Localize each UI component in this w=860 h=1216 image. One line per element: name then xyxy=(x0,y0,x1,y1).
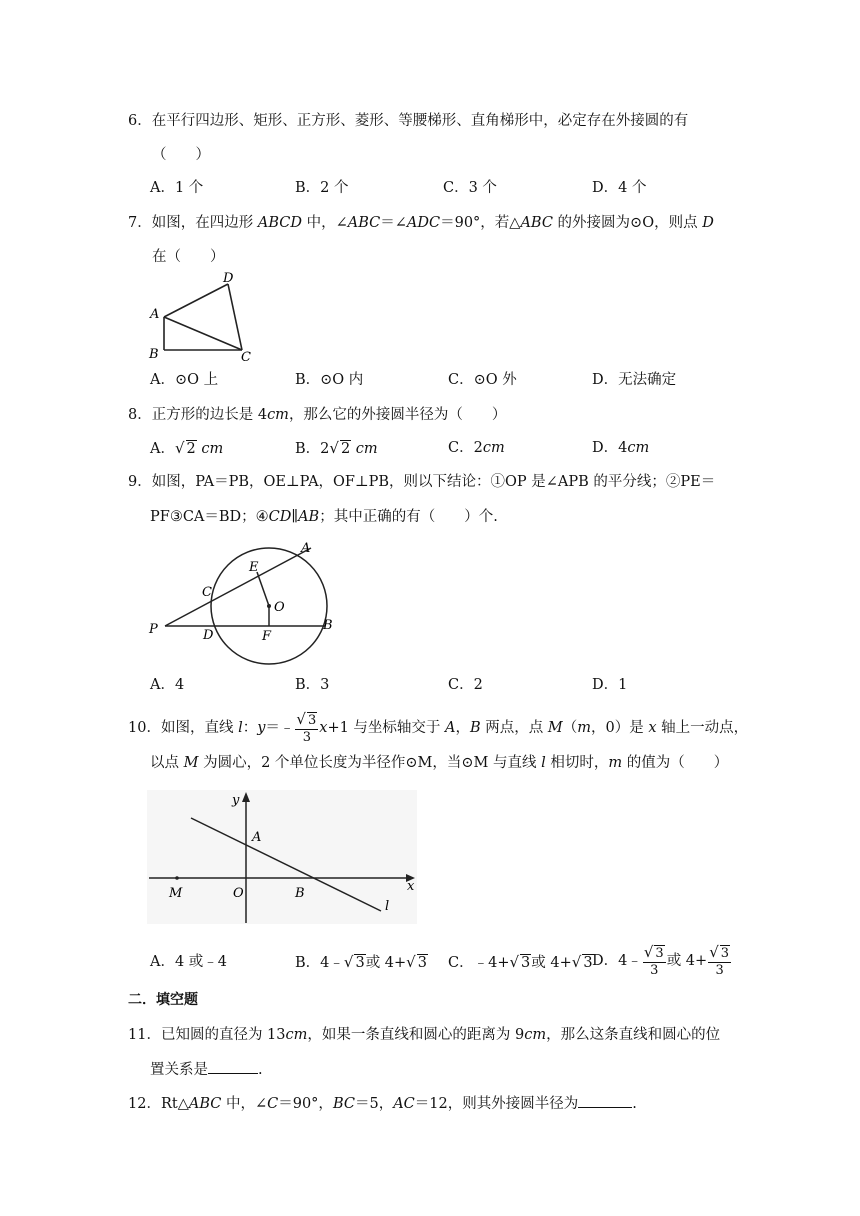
q10-option-c: C．﹣4+√ 3或 4+√ 3 xyxy=(448,953,593,971)
q7-option-d: D．无法确定 xyxy=(592,372,677,388)
q7-option-b: B．⊙O 内 xyxy=(295,372,364,388)
q9-option-b: B．3 xyxy=(295,677,330,693)
q9-circle-figure xyxy=(145,537,345,672)
q8-option-d: D．4cm xyxy=(592,440,650,456)
q7-quadrilateral-figure xyxy=(145,268,255,368)
q10-fraction: $\frac{√ 3}{3}$ xyxy=(296,709,317,745)
q10-coordinate-figure xyxy=(145,786,420,926)
q8-stem: 8．正方形的边长是 4cm，那么它的外接圆半径为（ ） xyxy=(128,407,507,423)
q6-stem: 6．在平行四边形、矩形、正方形、菱形、等腰梯形、直角梯形中，必定存在外接圆的有 xyxy=(128,113,689,129)
q7-label-b: B xyxy=(149,347,159,362)
q11-answer-blank[interactable] xyxy=(208,1059,258,1074)
q9-stem: 9．如图，PA＝PB，OE⊥PA，OF⊥PB，则以下结论：①OP 是∠APB 的平分线；②PE＝ xyxy=(128,474,716,490)
q12-stem: 12．Rt△ABC 中，∠C＝90°，BC＝5，AC＝12，则其外接圆半径为 . xyxy=(128,1093,637,1114)
q9-label-a: A xyxy=(301,541,311,556)
q9-label-e: E xyxy=(249,560,259,575)
q9-stem-cont: PF③CA＝BD；④CD∥AB；其中正确的有（ ）个. xyxy=(150,509,498,525)
q10-label-a: A xyxy=(252,830,262,845)
q9-option-d: D．1 xyxy=(592,677,628,693)
q10-stem-cont: 以点 M 为圆心，2 个单位长度为半径作⊙M，当⊙M 与直线 l 相切时，m 的值为（ ） xyxy=(150,755,729,771)
q10-label-b: B xyxy=(295,886,305,901)
q9-label-b: B xyxy=(323,618,333,633)
q9-label-f: F xyxy=(262,629,272,644)
q10-label-l: l xyxy=(385,899,390,914)
q10-label-o: O xyxy=(233,886,244,901)
q6-paren: （ ） xyxy=(152,147,210,163)
q10-option-d: D．4﹣ $\frac{√ 3}{3}$ 或 4+ $\frac{√ 3}{3}$ xyxy=(592,942,730,978)
q12-answer-blank[interactable] xyxy=(578,1093,632,1108)
q7-label-a: A xyxy=(150,307,160,322)
q7-stem-cont: 在（ ） xyxy=(152,249,225,265)
section-heading-fill-in: 二．填空题 xyxy=(128,992,198,1008)
q9-label-c: C xyxy=(202,585,212,600)
q10-option-b: B．4﹣√ 3或 4+√ 3 xyxy=(295,953,427,971)
q6-option-d: D．4 个 xyxy=(592,180,647,196)
q11-stem-cont: 置关系是 . xyxy=(150,1059,263,1080)
q9-label-o: O xyxy=(274,600,285,615)
q8-option-b: B．2√ 2 cm xyxy=(295,439,378,457)
q11-stem: 11．已知圆的直径为 13cm，如果一条直线和圆心的距离为 9cm，那么这条直线和圆心的位 xyxy=(128,1027,721,1043)
q7-label-d: D xyxy=(223,271,234,286)
q10-label-m: M xyxy=(169,886,183,901)
q10-stem: 10．如图，直线 l：y＝﹣ $\frac{√ 3}{3}$ x+1 与坐标轴交于 A，B 两点，点 M（m，0）是 x 轴上一动点， xyxy=(128,709,749,745)
q6-option-c: C．3 个 xyxy=(443,180,497,196)
q9-option-a: A．4 xyxy=(150,677,185,693)
q9-label-p: P xyxy=(149,622,158,637)
q9-label-d: D xyxy=(203,628,214,643)
q8-option-c: C．2cm xyxy=(448,440,505,456)
q6-option-a: A．1 个 xyxy=(150,180,204,196)
q7-option-a: A．⊙O 上 xyxy=(150,372,219,388)
q10-option-a: A．4 或﹣4 xyxy=(150,954,228,970)
q8-option-a: A．√ 2 cm xyxy=(150,439,224,457)
q9-option-c: C．2 xyxy=(448,677,483,693)
q10-label-x: x xyxy=(407,879,415,894)
q10-label-y: y xyxy=(232,793,240,808)
q7-label-c: C xyxy=(241,350,251,365)
q6-option-b: B．2 个 xyxy=(295,180,349,196)
q7-option-c: C．⊙O 外 xyxy=(448,372,517,388)
q7-stem: 7．如图，在四边形 ABCD 中，∠ABC＝∠ADC＝90°，若△ABC 的外接圆为⊙O，则点 D xyxy=(128,215,714,231)
